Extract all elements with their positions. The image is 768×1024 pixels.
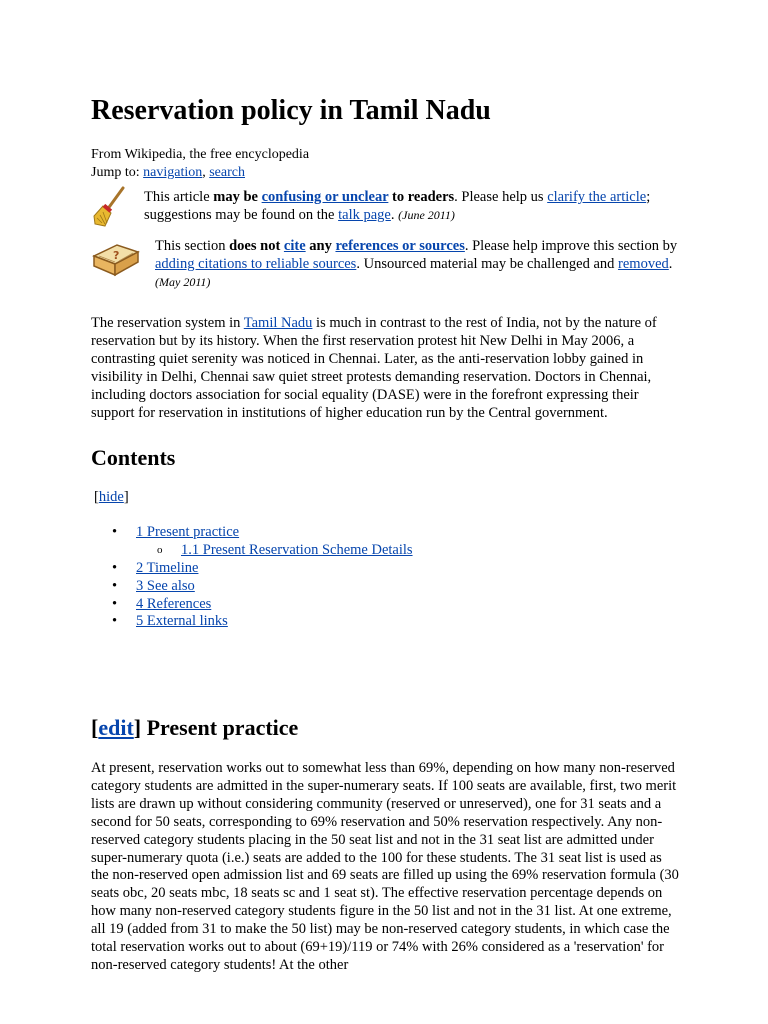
notice-date: (June 2011)	[398, 208, 455, 222]
jump-separator: ,	[202, 165, 210, 180]
notice-text: This section	[155, 238, 230, 254]
section-heading-present-practice	[91, 713, 298, 743]
talk-page-link[interactable]: talk page	[338, 207, 391, 223]
bullet: •	[112, 559, 118, 576]
notice-date: (May 2011)	[155, 275, 211, 289]
notice-bold: does not	[229, 238, 284, 254]
toc-link-references[interactable]: 4 References	[136, 595, 212, 612]
broom-icon	[93, 186, 127, 235]
intro-paragraph	[91, 315, 681, 422]
adding-citations-link[interactable]: adding citations to reliable sources	[155, 256, 357, 272]
notice-text: .	[668, 256, 673, 272]
unreferenced-notice	[91, 236, 681, 296]
unreferenced-notice-text	[155, 237, 681, 291]
notice-text: . Unsourced material may be challenged and	[356, 256, 619, 272]
notice-text: .	[390, 207, 399, 223]
toc-link-external-links[interactable]: 5 External links	[136, 613, 228, 630]
page-title: Reservation policy in Tamil Nadu	[91, 95, 491, 126]
references-or-sources-link[interactable]: references or sources	[335, 238, 465, 254]
cite-link[interactable]: cite	[283, 238, 306, 254]
cleanup-notice-text	[144, 188, 679, 224]
present-practice-paragraph: At present, reservation works out to somewhat less than 69%, depending on how many non-reserved category students are admitted in the super-numerary seats. If 100 seats are available, first, two merit lists are drawn up without considering community (reserved or unreserved), one for 31 seats and a second for 50 seats, corresponding to 69% reservation and 50% reservation respectively. Any non-reserved category students placing in the 50 seat list and not in the 31 seat list are admitted under super-numerary quota (i.e.) seats are added to the 100 for these students. The 31 seat list is used as the non-reserved open admission list and 69 seats are filled up using the 69% reservation formula (30 seats obc, 20 seats mbc, 18 seats sc and 1 seat st). The effective reservation percentage depends on how many non-reserved category students figure in the 50 list and not in the 31 list. At one extreme, all 19 (added from 31 to make the 50 list) may be non-reserved category students, in which case the total reservation works out to about (69+19)/119 or 74% with 26% considered as a 'reservation' for non-reserved category students! At the other	[91, 760, 679, 973]
contents-heading: Contents	[91, 445, 176, 470]
bullet: •	[112, 524, 118, 540]
bracket: [	[94, 489, 99, 505]
jump-prefix: Jump to:	[91, 165, 144, 180]
cleanup-notice	[91, 186, 681, 230]
bullet: •	[112, 577, 118, 594]
toc-link-see-also[interactable]: 3 See also	[136, 577, 195, 594]
notice-text: This article	[144, 189, 214, 205]
notice-bold: may be	[213, 189, 262, 205]
notice-bold: to readers	[388, 189, 455, 205]
toc-hide-link[interactable]: hide	[98, 489, 124, 505]
bullet: •	[112, 613, 118, 630]
jump-links	[91, 164, 309, 182]
intro-text: The reservation system in	[91, 315, 244, 331]
article-meta	[91, 146, 309, 182]
jump-search-link[interactable]: search	[209, 165, 245, 180]
bracket: ]	[123, 489, 129, 505]
tamil-nadu-link[interactable]: Tamil Nadu	[243, 315, 313, 331]
svg-text:?: ?	[113, 249, 120, 262]
edit-bracket: ]	[133, 715, 142, 740]
clarify-article-link[interactable]: clarify the article	[547, 189, 647, 205]
edit-bracket: [	[91, 715, 99, 740]
notice-text: . Please help improve this section by	[464, 238, 678, 254]
tagline: From Wikipedia, the free encyclopedia	[91, 147, 310, 162]
bullet: •	[112, 595, 118, 612]
notice-bold: any	[305, 238, 336, 254]
sub-bullet: o	[157, 543, 163, 556]
intro-text: is much in contrast to the rest of India, not by the nature of reservation but by its history. When the first reservation protest hit New Delhi in May 2006, a contrasting quiet serenity was noticed in Chennai. Later, as the anti-reservation lobby gained in visibility in Delhi, Chennai saw quiet street protests demanding reservation. Doctors in Chennai, including doctors association for social equality (DASE) were in the forefront expressing their support for reservation in institutions of higher education run by the Central government.	[91, 315, 657, 421]
notice-text: . Please help us	[454, 189, 548, 205]
edit-section-link[interactable]: edit	[98, 715, 134, 740]
confusing-or-unclear-link[interactable]: confusing or unclear	[261, 189, 389, 205]
notice-text: ; suggestions may be found on the	[144, 189, 651, 223]
toc-link-present-reservation-scheme[interactable]: 1.1 Present Reservation Scheme Details	[181, 541, 413, 558]
toc-link-timeline[interactable]: 2 Timeline	[136, 559, 199, 576]
removed-link[interactable]: removed	[618, 256, 669, 272]
book-question-icon	[91, 242, 141, 287]
toc-toggle	[94, 488, 129, 506]
jump-navigation-link[interactable]: navigation	[143, 165, 203, 180]
section-title: Present practice	[141, 715, 299, 740]
toc-link-present-practice[interactable]: 1 Present practice	[136, 524, 240, 540]
